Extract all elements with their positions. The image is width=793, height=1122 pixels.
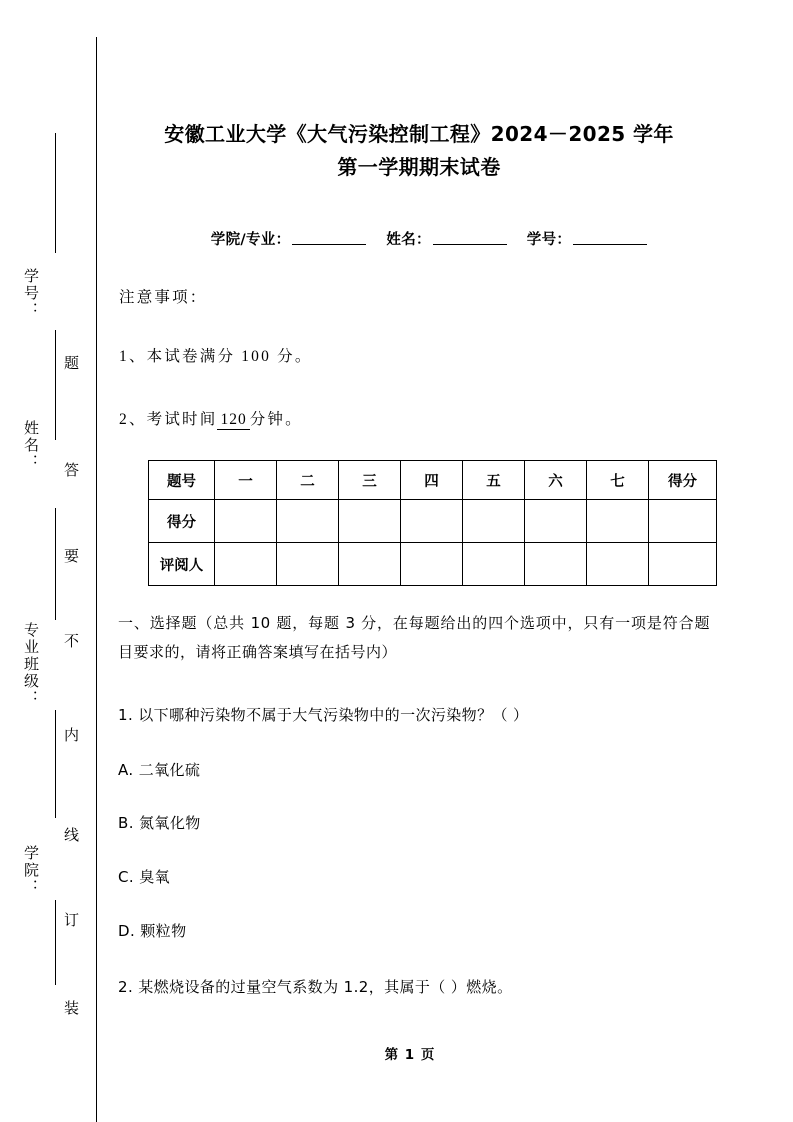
notice-2-suffix: 分钟。	[249, 411, 303, 428]
score-cell[interactable]	[525, 500, 587, 543]
reviewer-cell[interactable]	[525, 543, 587, 586]
question-1-text: 1. 以下哪种污染物不属于大气污染物中的一次污染物？（ ）	[118, 706, 529, 724]
exam-title-line-2: 第一学期期末试卷	[337, 155, 501, 179]
binding-solid-line	[96, 37, 97, 1122]
student-id-label: 学号：	[526, 232, 572, 248]
score-table-header-cell: 六	[525, 461, 587, 500]
score-table-header-cell: 题号	[149, 461, 215, 500]
question-1-option-d[interactable]: D. 颗粒物	[118, 922, 187, 940]
score-row-label: 评阅人	[149, 543, 215, 586]
college-major-blank[interactable]	[292, 230, 366, 245]
reviewer-cell[interactable]	[649, 543, 717, 586]
score-table-header-cell: 三	[339, 461, 401, 500]
binding-dashed-segment-3	[55, 508, 56, 620]
score-cell[interactable]	[215, 500, 277, 543]
table-row	[149, 461, 717, 500]
exam-duration-value: 120	[217, 411, 249, 430]
score-cell[interactable]	[401, 500, 463, 543]
page-title	[119, 118, 719, 184]
college-major-label: 学院/专业：	[210, 232, 291, 248]
margin-label-college: 学院：	[22, 845, 38, 896]
notice-item-1: 1、本试卷满分 100 分。	[119, 348, 313, 365]
binding-dashed-segment-4	[55, 710, 56, 818]
binding-char-ding: 订	[62, 912, 78, 929]
score-table	[148, 460, 717, 586]
notice-2-prefix: 2、考试时间	[119, 411, 218, 428]
score-cell[interactable]	[587, 500, 649, 543]
binding-char-yao: 要	[62, 548, 78, 565]
reviewer-cell[interactable]	[215, 543, 277, 586]
reviewer-cell[interactable]	[401, 543, 463, 586]
score-table-header-cell: 五	[463, 461, 525, 500]
reviewer-cell[interactable]	[587, 543, 649, 586]
reviewer-cell[interactable]	[277, 543, 339, 586]
margin-label-name: 姓名：	[22, 420, 38, 471]
margin-label-student-id: 学号：	[22, 268, 38, 319]
binding-char-da: 答	[62, 462, 78, 479]
binding-dashed-segment-2	[55, 330, 56, 440]
score-row-label: 得分	[149, 500, 215, 543]
question-2-text: 2. 某燃烧设备的过量空气系数为 1.2，其属于（ ）燃烧。	[118, 978, 513, 996]
reviewer-cell[interactable]	[463, 543, 525, 586]
page-footer: 第 1 页	[384, 1047, 436, 1063]
score-cell[interactable]	[463, 500, 525, 543]
binding-dashed-segment-1	[55, 133, 56, 253]
reviewer-cell[interactable]	[339, 543, 401, 586]
binding-char-nei: 内	[62, 727, 78, 744]
table-row	[149, 543, 717, 586]
notice-item-2	[119, 407, 303, 430]
exam-title-line-1: 安徽工业大学《大气污染控制工程》2024－2025 学年	[164, 122, 674, 146]
question-1-option-b[interactable]: B. 氮氧化物	[118, 814, 201, 832]
score-cell[interactable]	[649, 500, 717, 543]
section-heading-choice: 一、选择题（总共 10 题，每题 3 分，在每题给出的四个选项中，只有一项是符合题目要求的，请将正确答案填写在括号内）	[118, 614, 710, 662]
name-label: 姓名：	[386, 232, 431, 248]
score-table-header-cell: 得分	[649, 461, 717, 500]
binding-dashed-segment-5	[55, 900, 56, 985]
question-1-option-c[interactable]: C. 臭氧	[118, 868, 171, 886]
score-table-header-cell: 四	[401, 461, 463, 500]
score-cell[interactable]	[339, 500, 401, 543]
binding-char-xian: 线	[62, 827, 78, 844]
question-1-option-a[interactable]: A. 二氧化硫	[118, 761, 201, 779]
notices-heading: 注意事项：	[119, 289, 208, 306]
binding-margin	[0, 0, 110, 1122]
margin-label-class: 专业班级：	[22, 622, 38, 707]
student-id-blank[interactable]	[573, 230, 647, 245]
binding-char-bu: 不	[62, 633, 78, 650]
exam-page-body	[110, 0, 793, 1122]
score-table-header-cell: 七	[587, 461, 649, 500]
score-cell[interactable]	[277, 500, 339, 543]
binding-char-ti: 题	[62, 355, 78, 372]
binding-char-zhuang: 装	[62, 1000, 78, 1017]
score-table-header-cell: 二	[277, 461, 339, 500]
table-row	[149, 500, 717, 543]
score-table-header-cell: 一	[215, 461, 277, 500]
name-blank[interactable]	[433, 230, 507, 245]
student-info-line	[130, 228, 730, 249]
